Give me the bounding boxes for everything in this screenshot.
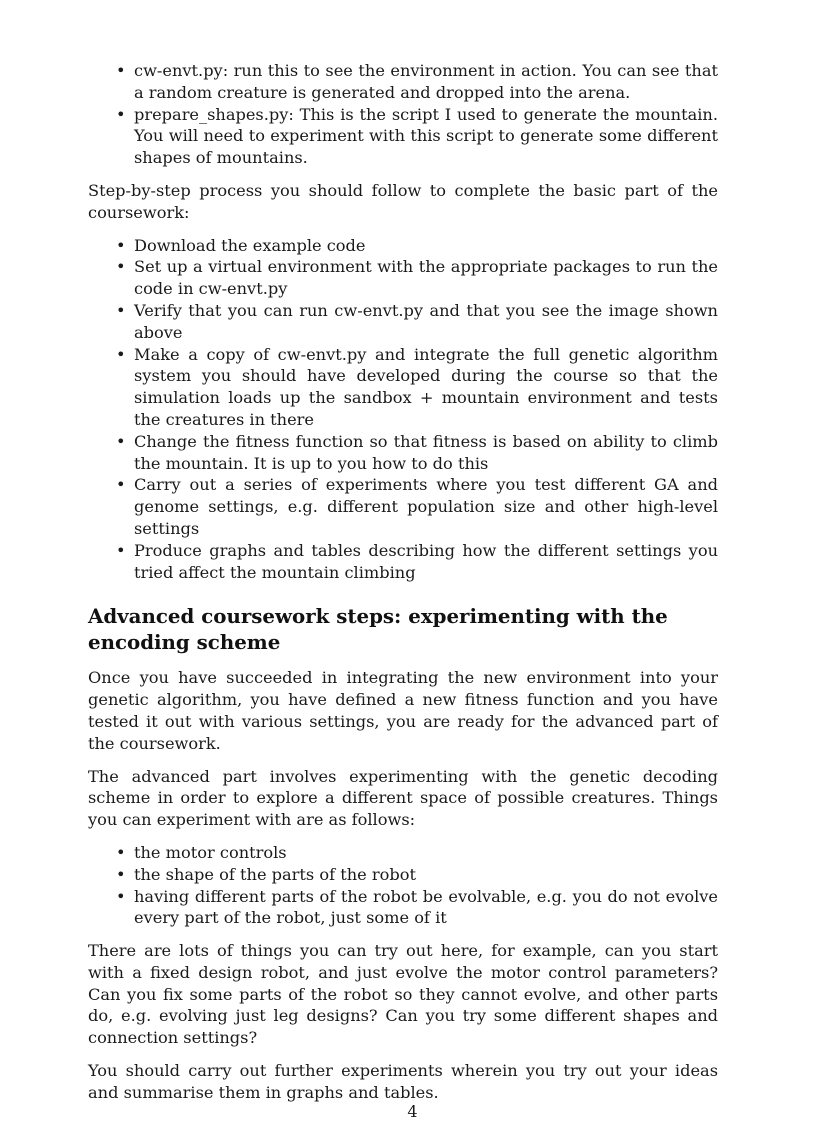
list-item: • Set up a virtual environment with the appropriate packages to run the code in cw-envt.py [88, 256, 718, 300]
document-page [88, 60, 718, 1115]
list-item: • Download the example code [88, 235, 718, 257]
list-item: • the shape of the parts of the robot [88, 864, 718, 886]
paragraph: There are lots of things you can try out here, for example, can you start with a fixed design robot, and just evolve the motor control parameters? Can you fix some parts of the robot so they cannot evolve, and other parts do, e.g. evolving just leg designs? Can you try some different shapes and connection settings? [88, 941, 718, 1048]
experiment-list [88, 842, 718, 929]
paragraph: You should carry out further experiments wherein you try out your ideas and summarise them in graphs and tables. [88, 1061, 718, 1102]
page-number: 4 [407, 1102, 418, 1121]
list-item: • prepare_shapes.py: This is the script I used to generate the mountain. You will need to experiment with this script to generate some different shapes of mountains. [88, 104, 718, 169]
steps-intro: Step-by-step process you should follow to complete the basic part of the coursework: [88, 180, 718, 222]
list-item: • having different parts of the robot be evolvable, e.g. you do not evolve every part of the robot, just some of it [88, 886, 718, 930]
list-item: • Make a copy of cw-envt.py and integrate the full genetic algorithm system you should have developed during the course so that the simulation loads up the sandbox + mountain environment and tests the creatures in there [88, 344, 718, 431]
files-list [88, 60, 718, 169]
paragraph: The advanced part involves experimenting with the genetic decoding scheme in order to explore a different space of possible creatures. Things you can experiment with are as follows: [88, 766, 718, 830]
list-item: • Verify that you can run cw-envt.py and that you see the image shown above [88, 300, 718, 344]
list-item: • Produce graphs and tables describing how the different settings you tried affect the mountain climbing [88, 540, 718, 584]
section-heading-advanced: Advanced coursework steps: experimenting with the encoding scheme [88, 604, 668, 655]
list-item: • the motor controls [88, 842, 718, 864]
list-item: • Carry out a series of experiments where you test different GA and genome settings, e.g. different population size and other high-level settings [88, 474, 718, 539]
list-item: • cw-envt.py: run this to see the environment in action. You can see that a random creature is generated and dropped into the arena. [88, 60, 718, 104]
steps-list [88, 235, 718, 584]
paragraph: Once you have succeeded in integrating the new environment into your genetic algorithm, you have defined a new fitness function and you have tested it out with various settings, you are ready for the advanced part of the coursework. [88, 668, 718, 753]
list-item: • Change the fitness function so that fitness is based on ability to climb the mountain. It is up to you how to do this [88, 431, 718, 475]
